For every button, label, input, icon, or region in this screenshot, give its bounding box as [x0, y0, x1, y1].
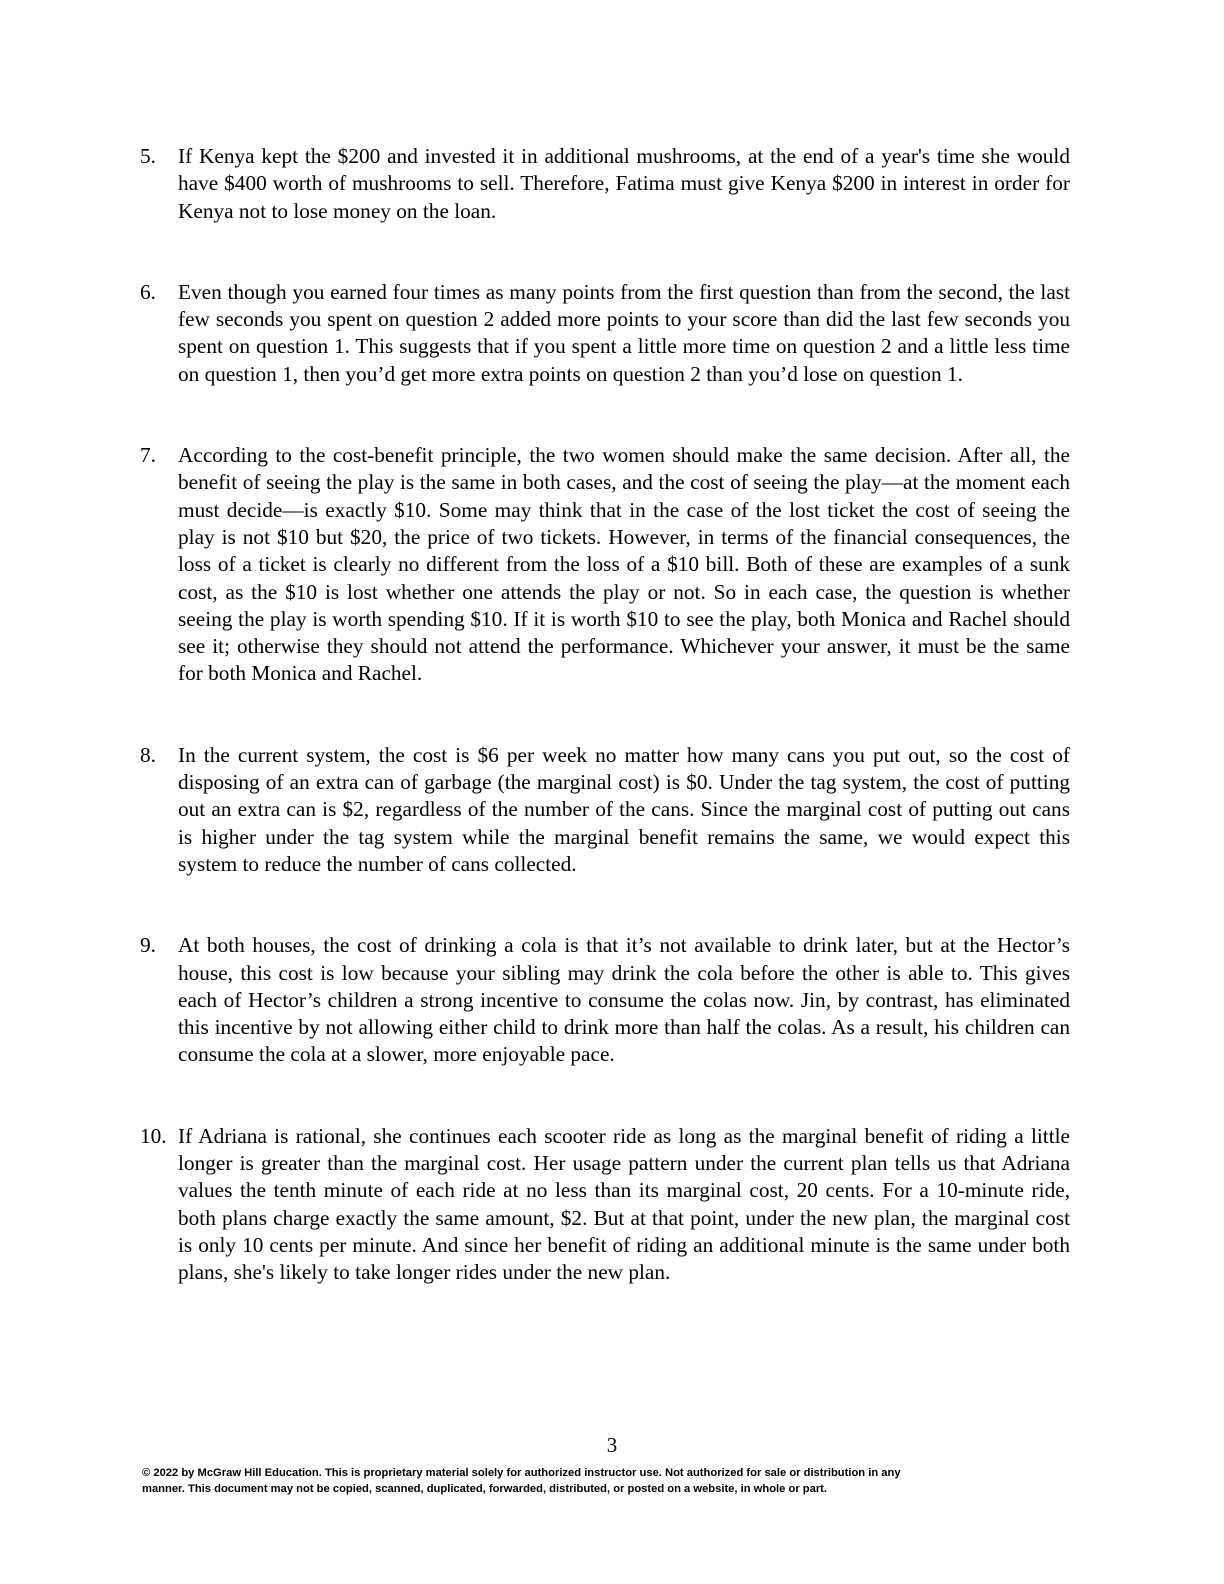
answer-list: [140, 143, 1070, 1287]
footer-line-2: manner. This document may not be copied, scanned, duplicated, forwarded, distributed, or posted on a website, in whole or part.: [142, 1482, 828, 1495]
answer-item-7: [140, 442, 1070, 688]
answer-item-10: [140, 1123, 1070, 1287]
answer-number: 8.: [140, 742, 156, 767]
answer-number: 9.: [140, 933, 156, 958]
answer-number: 6.: [140, 279, 156, 304]
answer-item-5: [140, 143, 1070, 225]
answer-text: If Kenya kept the $200 and invested it in additional mushrooms, at the end of a year's time she would have $400 worth of mushrooms to sell. Therefore, Fatima must give Kenya $200 in interest in order for Kenya not to lose money on the loan.: [178, 144, 1070, 223]
copyright-footer: [142, 1466, 1042, 1497]
page-number: 3: [606, 1433, 618, 1457]
answer-number: 10.: [140, 1123, 167, 1148]
footer-line-1: © 2022 by McGraw Hill Education. This is proprietary material solely for authorized instructor use. Not authorized for sale or distribution in any: [142, 1467, 901, 1479]
answer-text: At both houses, the cost of drinking a cola is that it’s not available to drink later, but at the Hector’s house, this cost is low because your sibling may drink the cola before the other is able to. This gives each of Hector’s children a strong incentive to consume the colas now. Jin, by contrast, has eliminated this incentive by not allowing either child to drink more than half the colas. As a result, his children can consume the cola at a slower, more enjoyable pace.: [178, 933, 1070, 1067]
answer-number: 5.: [140, 144, 156, 168]
answer-item-6: [140, 279, 1070, 388]
answer-text: If Adriana is rational, she continues each scooter ride as long as the marginal benefit of riding a little longer is greater than the marginal cost. Her usage pattern under the current plan tells us that Adriana values the tenth minute of each ride at no less than its marginal cost, 20 cents. For a 10-minute ride, both plans charge exactly the same amount, $2. But at that point, under the new plan, the marginal cost is only 10 cents per minute. And since her benefit of riding an additional minute is the same under both plans, she's likely to take longer rides under the new plan.: [178, 1123, 1070, 1285]
answer-text: In the current system, the cost is $6 per week no matter how many cans you put out, so the cost of disposing of an extra can of garbage (the marginal cost) is $0. Under the tag system, the cost of putting out an extra can is $2, regardless of the number of the cans. Since the marginal cost of putting out cans is higher under the tag system while the marginal benefit remains the same, we would expect this system to reduce the number of cans collected.: [178, 742, 1070, 876]
answer-text: According to the cost-benefit principle, the two women should make the same decision. After all, the benefit of seeing the play is the same in both cases, and the cost of seeing the play—at the moment each must decide—is exactly $10. Some may think that in the case of the lost ticket the cost of seeing the play is not $10 but $20, the price of two tickets. However, in terms of the financial consequences, the loss of a ticket is clearly no different from the loss of a $10 bill. Both of these are examples of a sunk cost, as the $10 is lost whether one attends the play or not. So in each case, the question is whether seeing the play is worth spending $10. If it is worth $10 to see the play, both Monica and Rachel should see it; otherwise they should not attend the performance. Whichever your answer, it must be the same for both Monica and Rachel.: [178, 443, 1070, 686]
answer-item-9: [140, 932, 1070, 1068]
answer-item-8: [140, 742, 1070, 878]
answer-text: Even though you earned four times as many points from the first question than from the second, the last few seconds you spent on question 2 added more points to your score than did the last few seconds you spent on question 1. This suggests that if you spent a little more time on question 2 and a little less time on question 1, then you’d get more extra points on question 2 than you’d lose on question 1.: [178, 279, 1070, 386]
answer-number: 7.: [140, 443, 156, 468]
